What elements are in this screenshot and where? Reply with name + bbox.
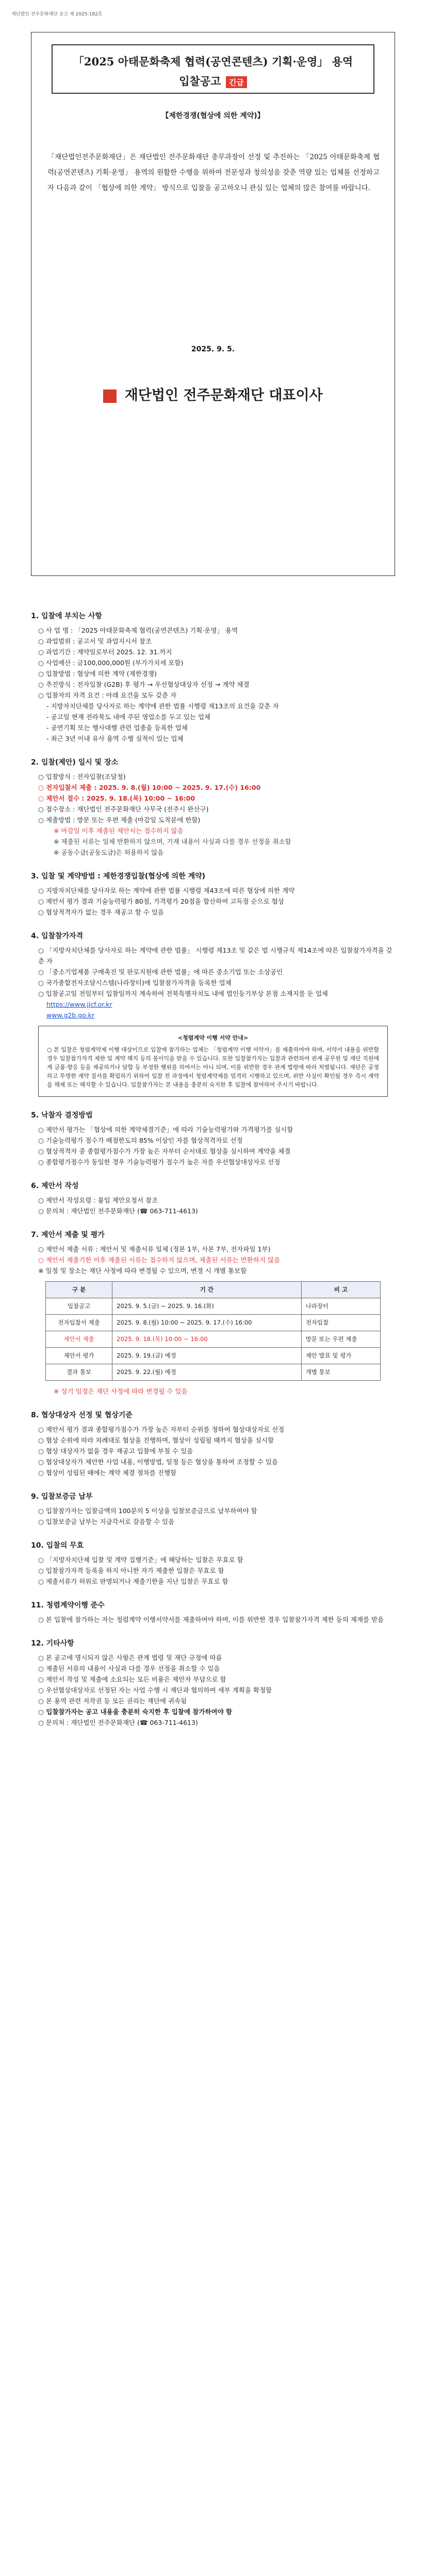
section-11-heading: 11. 청렴계약이행 준수	[31, 1601, 105, 1609]
s8-row: ○ 협상 대상자가 없을 경우 재공고 입찰에 부칠 수 있음	[38, 1447, 193, 1455]
section-5-heading: 5. 낙찰자 결정방법	[31, 1111, 93, 1120]
table-cell: 결과 통보	[46, 1364, 112, 1381]
table-header: 비 고	[301, 1282, 380, 1298]
table-cell: 제안서 제출	[46, 1331, 112, 1348]
section-8-heading: 8. 협상대상자 선정 및 협상기준	[31, 1411, 133, 1419]
s8-row: ○ 협상대상자가 제안한 사업 내용, 이행방법, 일정 등은 협상을 통하여 조정할 수 있음	[38, 1458, 278, 1466]
s1-sub: - 공연기획 또는 행사대행 관련 업종을 등록한 업체	[46, 724, 188, 732]
table-cell: 제안 발표 및 평가	[301, 1348, 380, 1364]
title-line1: 「2025 아태문화축제 협력(공연콘텐츠) 기획·운영」 용역	[73, 55, 353, 68]
s8-row: ○ 제안서 평가 결과 종합평가점수가 가장 높은 자부터 순위를 정하여 협상대상자로 선정	[38, 1426, 285, 1433]
s8-row: ○ 협상 순위에 따라 차례대로 협상을 진행하며, 협상이 성립될 때까지 협상을 실시함	[38, 1436, 274, 1444]
s1-row: ○ 과업범위 : 공고서 및 과업지시서 참조	[38, 637, 152, 645]
table-row	[46, 1364, 381, 1381]
s2-row-deadline: ○ 전자입찰서 제출 : 2025. 9. 8.(월) 10:00 ~ 2025. 9. 17.(수) 16:00	[38, 784, 261, 791]
s3-row: ○ 제안서 평가 결과 기술능력평가 80점, 가격평가 20점을 합산하여 고득점 순으로 협상	[38, 897, 284, 905]
section-2-heading: 2. 입찰(제안) 일시 및 장소	[31, 758, 119, 767]
s4-row: ○ 국가종합전자조달시스템(나라장터)에 입찰참가자격을 등록한 업체	[38, 979, 232, 987]
s12-row: ○ 우선협상대상자로 선정된 자는 사업 수행 시 재단과 협의하여 세부 계획을 확정함	[38, 1686, 272, 1694]
section-1-heading: 1. 입찰에 부치는 사항	[31, 612, 102, 620]
s7-row: ※ 일정 및 장소는 재단 사정에 따라 변경될 수 있으며, 변경 시 개별 통보함	[38, 1267, 247, 1275]
table-cell: 2025. 9. 5.(금) ~ 2025. 9. 16.(화)	[112, 1298, 302, 1315]
s3-row: ○ 협상적격자가 없는 경우 재공고 할 수 있음	[38, 908, 164, 916]
s10-row: ○ 제출서류가 허위로 판명되거나 제출기한을 지난 입찰은 무효로 함	[38, 1578, 228, 1585]
s5-row: ○ 기술능력평가 점수가 배점한도의 85% 이상인 자를 협상적격자로 선정	[38, 1137, 243, 1144]
s4-row: ○ 「지방자치단체를 당사자로 하는 계약에 관한 법률」 시행령 제13조 및 같은 법 시행규칙 제14조에 따른 입찰참가자격을 갖춘 자	[38, 946, 392, 965]
s6-row: ○ 제안서 작성요령 : 붙임 제안요청서 참조	[38, 1196, 158, 1204]
s1-row: ○ 과업기간 : 계약일로부터 2025. 12. 31.까지	[38, 648, 172, 656]
urgent-badge: 긴급	[226, 76, 247, 88]
s12-row: ○ 본 공고에 명시되지 않은 사항은 관계 법령 및 재단 규정에 따름	[38, 1654, 222, 1662]
table-cell: 전자입찰서 제출	[46, 1315, 112, 1331]
table-header: 기 간	[112, 1282, 302, 1298]
s2-note: ※ 마감일 이후 제출된 제안서는 접수하지 않음	[54, 827, 184, 835]
intro-paragraph: 「재단법인전주문화재단」은 재단법인 전주문화재단 총무과장이 선정 및 추진하는 「2025 아태문화축제 협력(공연콘텐츠) 기획·운영」 용역의 원활한 수행을 위하여 전문성과 창의성을 갖춘 역량 있는 업체를 선정하고자 다음과 같이 「협상에 의한 계약」 방식으로 입찰을 공고하오니 관심 있는 업체의 많은 참여를 바랍니다.	[47, 153, 380, 192]
title-line2	[53, 73, 373, 89]
s1-row: ○ 추진방식 : 전자입찰 (G2B) 후 평가 → 우선협상대상자 선정 → 계약 체결	[38, 681, 250, 688]
s12-row: ○ 제출된 서류의 내용이 사실과 다를 경우 선정을 취소할 수 있음	[38, 1665, 220, 1672]
title-line2-text: 입찰공고	[179, 75, 221, 88]
s1-row: ○ 사업예산 : 금100,000,000원 (부가가치세 포함)	[38, 659, 184, 667]
integrity-notice-text: ○ 본 입찰은 청렴계약제 이행 대상이므로 입찰에 참가하는 업체는 「청렴계약 이행 서약서」를 제출하여야 하며, 서약서 내용을 위반할 경우 입찰참가자격 제한 및 계약 해지 등의 불이익을 받을 수 있습니다. 또한 입찰참가자는 입찰과 관련하여 관계 공무원 및 재단 직원에게 금품·향응 등을 제공하거나 담합 등 부정한 행위를 하여서는 아니 되며, 이를 위반한 경우 관계 법령에 따라 처벌됩니다. 재단은 공정하고 투명한 계약 질서를 확립하기 위하여 입찰 전 과정에서 청렴계약제를 엄격히 시행하고 있으며, 위반 사실이 확인될 경우 즉시 계약을 해제 또는 해지할 수 있습니다. 입찰참가자는 본 내용을 충분히 숙지한 후 입찰에 참여하여 주시기 바랍니다.	[47, 1046, 379, 1088]
section-7-heading: 7. 제안서 제출 및 평가	[31, 1231, 105, 1239]
table-row	[46, 1298, 381, 1315]
s11-row: ○ 본 입찰에 참가하는 자는 청렴계약 이행서약서를 제출하여야 하며, 이를 위반한 경우 입찰참가자격 제한 등의 제재를 받음	[38, 1616, 384, 1623]
s12-row: ○ 본 용역 관련 저작권 등 모든 권리는 재단에 귀속됨	[38, 1697, 187, 1705]
s1-sub: - 지방자치단체를 당사자로 하는 계약에 관한 법률 시행령 제13조의 요건을 갖춘 자	[46, 702, 279, 710]
notice-date: 2025. 9. 5.	[191, 345, 235, 353]
s7-row: ○ 제안서 제출기한 이후 제출된 서류는 접수하지 않으며, 제출된 서류는 반환하지 않음	[38, 1256, 281, 1264]
table-cell: 2025. 9. 19.(금) 예정	[112, 1348, 302, 1364]
s5-row: ○ 종합평가점수가 동일한 경우 기술능력평가 점수가 높은 자를 우선협상대상자로 선정	[38, 1158, 281, 1166]
s2-row-deadline: ○ 제안서 접수 : 2025. 9. 18.(목) 10:00 ~ 16:00	[38, 794, 195, 802]
s6-row: ○ 문의처 : 재단법인 전주문화재단 (☎ 063-711-4613)	[38, 1207, 198, 1215]
issuer-text: 재단법인 전주문화재단 대표이사	[124, 387, 323, 403]
table-row	[46, 1348, 381, 1364]
s2-row: ○ 접수장소 : 재단법인 전주문화재단 사무국 (전주시 완산구)	[38, 805, 209, 813]
table-cell: 전자입찰	[301, 1315, 380, 1331]
s1-row: ○ 입찰방법 : 협상에 의한 계약 (제한경쟁)	[38, 670, 157, 677]
title-box	[52, 44, 374, 94]
s1-sub: - 공고일 현재 전라북도 내에 주된 영업소를 두고 있는 업체	[46, 713, 210, 721]
s2-row: ○ 제출방법 : 방문 또는 우편 제출 (마감일 도착분에 한함)	[38, 816, 201, 824]
seal-icon	[103, 389, 117, 403]
table-cell: 2025. 9. 22.(월) 예정	[112, 1364, 302, 1381]
s2-note: ※ 제출된 서류는 일체 반환하지 않으며, 기재 내용이 사실과 다를 경우 선정을 취소함	[54, 838, 291, 845]
g2b-link[interactable]: www.g2b.go.kr	[46, 1011, 95, 1019]
s10-row: ○ 입찰참가자격 등록을 하지 아니한 자가 제출한 입찰은 무효로 함	[38, 1567, 224, 1574]
issuer	[0, 384, 426, 404]
table-cell: 방문 또는 우편 제출	[301, 1331, 380, 1348]
section-12-heading: 12. 기타사항	[31, 1639, 74, 1648]
s4-row: ○ 입찰공고일 전일부터 입찰일까지 계속하여 전북특별자치도 내에 법인등기부상 본점 소재지를 둔 업체	[38, 990, 328, 997]
table-cell: 입찰공고	[46, 1298, 112, 1315]
table-note: ※ 상기 일정은 재단 사정에 따라 변경될 수 있음	[54, 1387, 188, 1395]
s12-row: ○ 문의처 : 재단법인 전주문화재단 (☎ 063-711-4613)	[38, 1719, 198, 1726]
s4-row: ○ 「중소기업제품 구매촉진 및 판로지원에 관한 법률」에 따른 중소기업 또는 소상공인	[38, 968, 283, 976]
section-9-heading: 9. 입찰보증금 납부	[31, 1493, 93, 1501]
s10-row: ○ 「지방자치단체 입찰 및 계약 집행기준」에 해당하는 입찰은 무효로 함	[38, 1556, 243, 1564]
s5-row: ○ 협상적격자 중 종합평가점수가 가장 높은 자부터 순서대로 협상을 실시하여 계약을 체결	[38, 1147, 291, 1155]
table-row	[46, 1315, 381, 1331]
s3-row: ○ 지방자치단체를 당사자로 하는 계약에 관한 법률 시행령 제43조에 따른 협상에 의한 계약	[38, 887, 295, 894]
s12-row: ○ 입찰참가자는 공고 내용을 충분히 숙지한 후 입찰에 참가하여야 함	[38, 1708, 233, 1716]
notice-number: 재단법인 전주문화재단 공고 제 2025-182호	[11, 12, 103, 17]
schedule-table	[45, 1281, 381, 1381]
integrity-notice-box	[38, 1026, 388, 1097]
s12-row: ○ 제안서 작성 및 제출에 소요되는 모든 비용은 제안자 부담으로 함	[38, 1675, 226, 1683]
section-10-heading: 10. 입찰의 무효	[31, 1541, 84, 1550]
section-4-heading: 4. 입찰참가자격	[31, 932, 84, 940]
jjcf-link[interactable]: https://www.jjcf.or.kr	[46, 1001, 112, 1008]
s1-row: ○ 입찰자의 자격 요건 : 아래 요건을 모두 갖춘 자	[38, 691, 177, 699]
section-6-heading: 6. 제안서 작성	[31, 1182, 79, 1190]
s5-row: ○ 제안서 평가는 「협상에 의한 계약체결기준」에 따라 기술능력평가와 가격평가를 실시함	[38, 1126, 293, 1133]
s9-row: ○ 입찰참가자는 입찰금액의 100분의 5 이상을 입찰보증금으로 납부하여야 함	[38, 1507, 257, 1515]
table-row	[46, 1331, 381, 1348]
s2-row: ○ 입찰방식 : 전자입찰(조달청)	[38, 773, 126, 781]
s1-row: ○ 사 업 명 : 「2025 아태문화축제 협력(공연콘텐츠) 기획·운영」 용역	[38, 626, 238, 634]
integrity-notice-title: <청렴계약 이행 서약 안내>	[177, 1035, 249, 1041]
table-header: 구 분	[46, 1282, 112, 1298]
table-cell: 개별 통보	[301, 1364, 380, 1381]
table-cell: 나라장터	[301, 1298, 380, 1315]
section-3-heading: 3. 입찰 및 계약방법 : 제한경쟁입찰(협상에 의한 계약)	[31, 872, 206, 880]
s2-note: ※ 공동수급(공동도급)은 허용하지 않음	[54, 849, 164, 856]
sections	[31, 598, 395, 1728]
s9-row: ○ 입찰보증금 납부는 지급각서로 갈음할 수 있음	[38, 1518, 175, 1526]
s8-row: ○ 협상이 성립된 때에는 계약 체결 절차를 진행함	[38, 1469, 177, 1477]
s7-row: ○ 제안서 제출 서류 : 제안서 및 제출서류 일체 (정본 1부, 사본 7부, 전자파일 1부)	[38, 1245, 271, 1253]
table-cell: 제안서 평가	[46, 1348, 112, 1364]
table-cell: 2025. 9. 8.(월) 10:00 ~ 2025. 9. 17.(수) 16:00	[112, 1315, 302, 1331]
s1-sub: - 최근 3년 이내 유사 용역 수행 실적이 있는 업체	[46, 735, 184, 742]
table-cell: 2025. 9. 18.(목) 10:00 ~ 16:00	[112, 1331, 302, 1348]
contract-type: 【제한경쟁(협상에 의한 계약)】	[161, 112, 265, 120]
